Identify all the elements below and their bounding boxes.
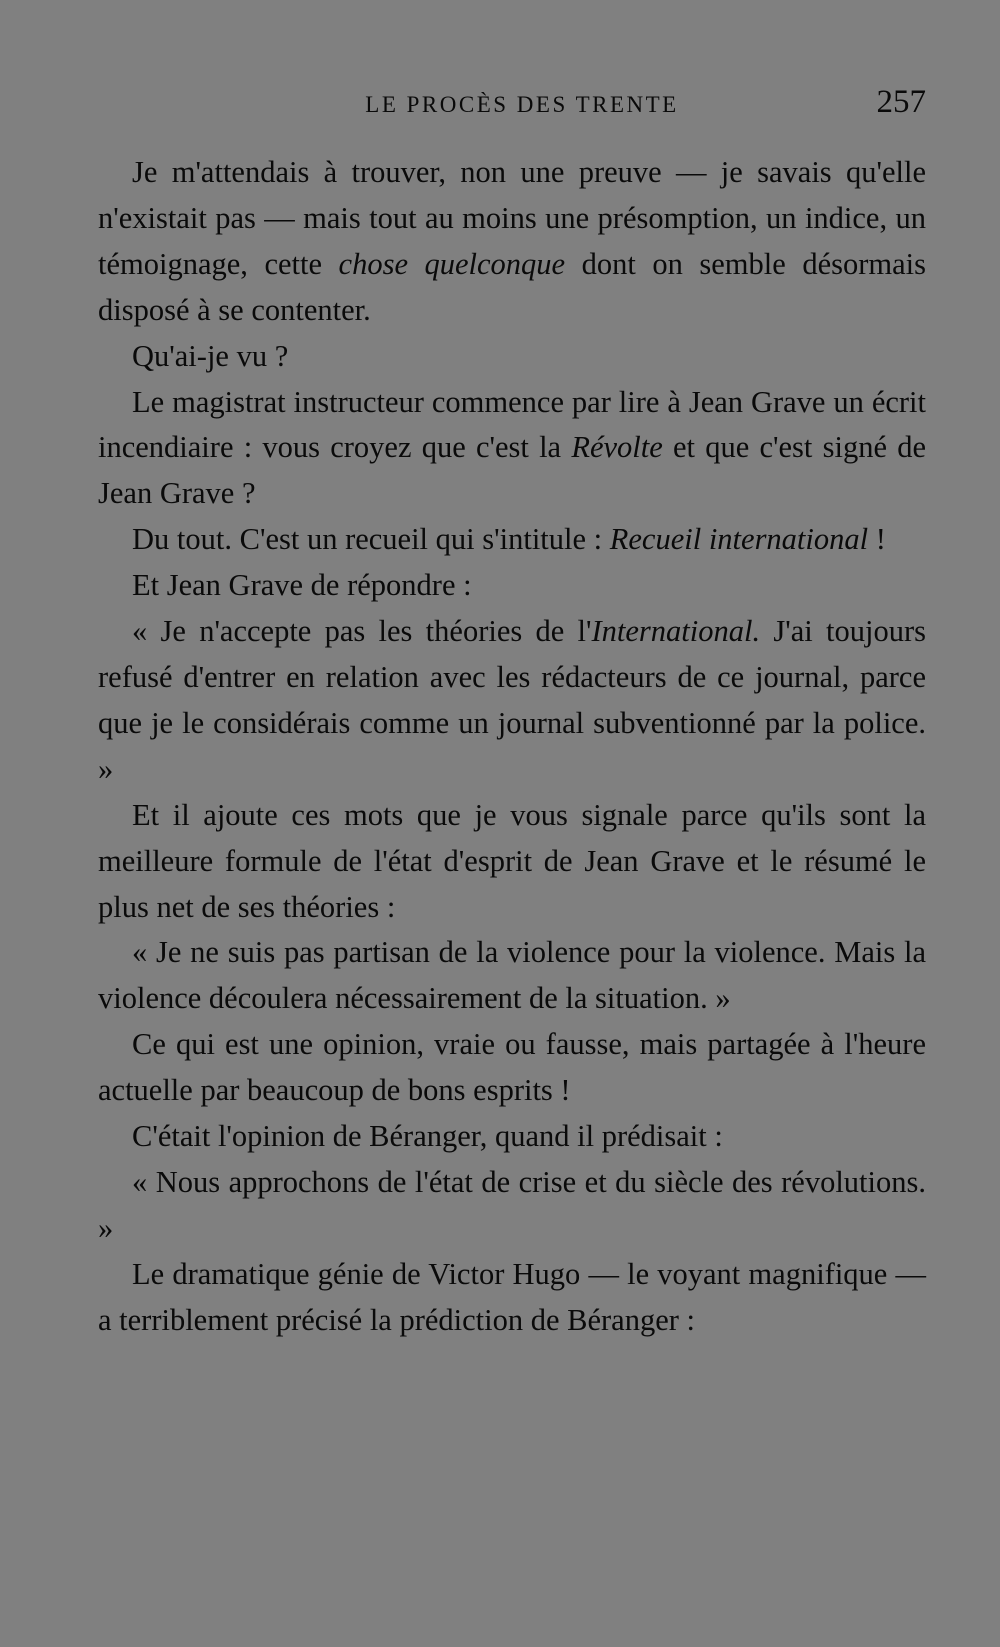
paragraph: C'était l'opinion de Béranger, quand il prédisait : [132, 1119, 723, 1154]
paragraph: Le dramatique génie de Victor Hugo — le voyant magnifique — a terriblement précisé la prédiction de Béranger : [98, 1256, 926, 1337]
quotation-paragraph: « Je ne suis pas partisan de la violence pour la violence. Mais la violence découlera nécessairement de la situation. » [98, 935, 926, 1016]
paragraph: Qu'ai-je vu ? [132, 338, 289, 373]
page-number: 257 [876, 84, 926, 120]
paragraph: Et il ajoute ces mots que je vous signale parce qu'ils sont la meilleure formule de l'état d'esprit de Jean Grave et le résumé le plus net de ses théories : [98, 797, 926, 924]
running-title: LE PROCÈS DES TRENTE [365, 92, 679, 117]
paragraph: Le magistrat instructeur commence par lire à Jean Grave un écrit incendiaire : vous croyez que c'est la Révolte et que c'est signé de Jean Grave ? [98, 384, 926, 511]
page-header [98, 84, 926, 124]
paragraph: Et Jean Grave de répondre : [132, 568, 472, 603]
body-text [98, 150, 926, 1344]
paragraph: Ce qui est une opinion, vraie ou fausse, mais partagée à l'heure actuelle par beaucoup de bons esprits ! [98, 1027, 926, 1108]
quotation-paragraph: « Je n'accepte pas les théories de l'International. J'ai toujours refusé d'entrer en relation avec les rédacteurs de ce journal, parce que je le considérais comme un journal subventionné par la police. » [98, 614, 926, 786]
paragraph: Du tout. C'est un recueil qui s'intitule : Recueil international ! [132, 522, 886, 557]
quotation-paragraph: « Nous approchons de l'état de crise et du siècle des révolutions. » [98, 1164, 926, 1245]
paragraph: Je m'attendais à trouver, non une preuve — je savais qu'elle n'existait pas — mais tout au moins une présomption, un indice, un témoignage, cette chose quelconque dont on semble désormais disposé à se contenter. [98, 155, 926, 327]
